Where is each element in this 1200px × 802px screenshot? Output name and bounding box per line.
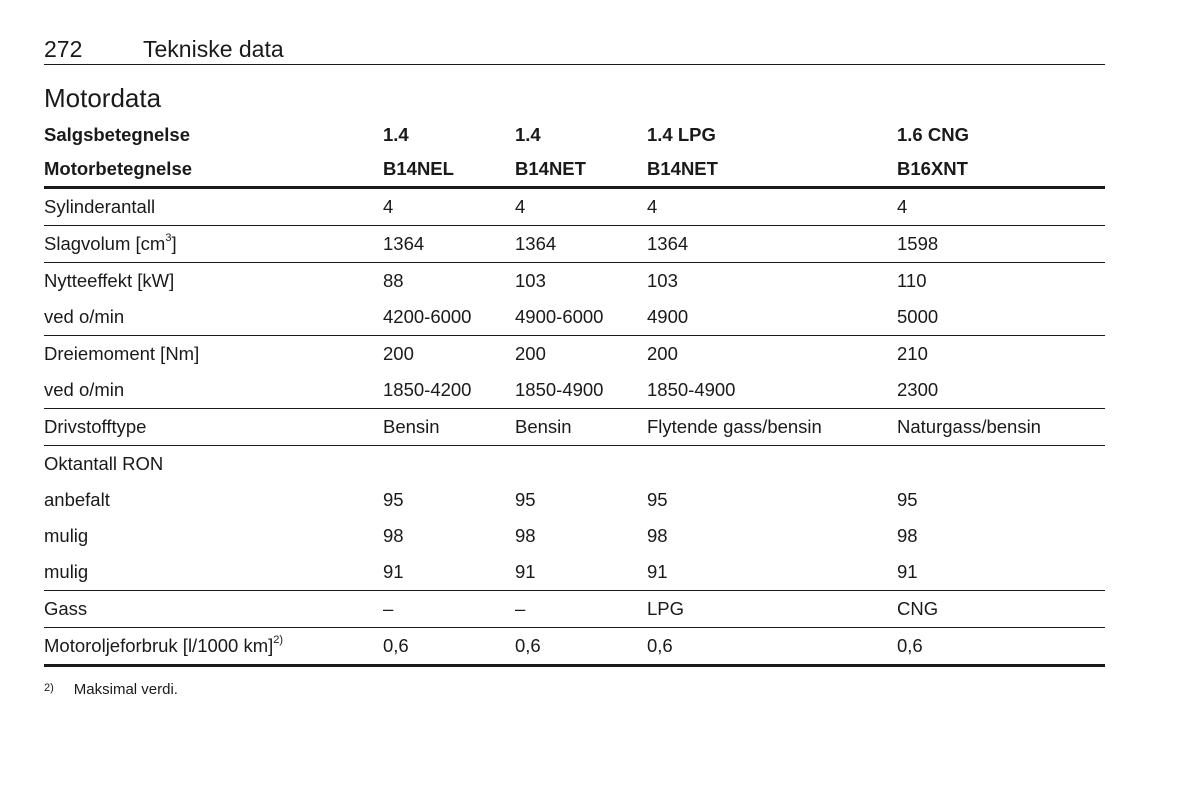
table-row [44,518,1105,554]
row-label: Nytteeffekt [kW] [44,270,175,291]
table-cell: 91 [897,554,1105,591]
table-cell: 0,6 [515,628,647,666]
row-label: Oktantall RON [44,453,164,474]
table-cell: 1850-4200 [383,372,515,409]
table-header-row [44,152,1105,188]
table-cell: 91 [383,554,515,591]
table-cell: 98 [897,525,918,546]
table-row [44,628,1105,666]
table-cell [647,446,897,483]
table-header-row [44,118,1105,152]
row-label: Drivstofftype [44,409,383,446]
row-label: Sylinderantall [44,188,383,226]
table-cell [383,446,515,483]
table-cell: 98 [515,525,536,546]
table-cell: 95 [383,489,404,510]
table-cell: 91 [647,554,897,591]
row-label [44,628,383,666]
table-cell: 210 [897,343,928,364]
table-cell: 4900 [647,299,897,336]
header-cell: Salgsbetegnelse [44,124,191,145]
table-cell: Flytende gass/bensin [647,409,897,446]
row-label: Dreiemoment [Nm] [44,343,200,364]
row-label: anbefalt [44,489,110,510]
page-number: 272 [44,36,83,62]
table-cell: 95 [515,489,536,510]
footnote [44,681,178,698]
footnote-text: Maksimal verdi. [73,681,178,698]
table-row [44,591,1105,628]
table-cell: 110 [897,270,927,291]
row-label-text: Slagvolum [cm [44,233,166,254]
table-cell: 1850-4900 [647,372,897,409]
table-cell [515,446,647,483]
table-cell: 200 [515,343,546,364]
table-cell: 2300 [897,372,1105,409]
table-cell: 1850-4900 [515,372,647,409]
table-cell: CNG [897,591,1105,628]
header-cell: B14NET [647,152,897,188]
row-label: ved o/min [44,299,383,336]
table-cell: 5000 [897,299,1105,336]
table-cell: 98 [383,525,404,546]
row-label: mulig [44,554,383,591]
table-cell: 1364 [515,226,647,263]
row-label: mulig [44,525,89,546]
table-row [44,226,1105,263]
header-cell: B14NET [515,152,647,188]
row-label [44,226,383,263]
table-row [44,188,1105,226]
table-cell: 98 [647,525,668,546]
table-cell: 4900-6000 [515,299,647,336]
table-cell: 95 [647,489,668,510]
header-cell: 1.4 [515,124,541,145]
table-cell: 88 [383,270,404,291]
table-cell: Bensin [383,409,515,446]
table-cell: 103 [647,270,678,291]
table-cell: 4200-6000 [383,299,515,336]
table-row [44,409,1105,446]
table-cell: 95 [897,489,918,510]
table-cell: 0,6 [383,628,515,666]
table-cell: 1364 [383,226,515,263]
header-cell: 1.6 CNG [897,124,969,145]
footnote-marker: 2) [44,682,54,694]
row-label-text: Motoroljeforbruk [l/1000 km] [44,635,274,656]
table-cell: 1364 [647,226,897,263]
header-cell: B14NEL [383,152,515,188]
row-label-suffix: ] [171,233,177,254]
table-cell: Bensin [515,409,647,446]
table-row [44,482,1105,518]
table-cell: 0,6 [897,628,1105,666]
table-cell [897,446,1105,483]
chapter-title: Tekniske data [143,36,284,62]
table-row [44,263,1105,300]
unit-superscript: 3 [165,231,172,244]
table-cell: 4 [647,188,897,226]
table-row [44,372,1105,409]
table-cell: 4 [383,188,515,226]
row-label: Gass [44,591,383,628]
header-cell: Motorbetegnelse [44,152,383,188]
table-cell: – [515,591,647,628]
table-cell: – [383,591,515,628]
page-header [44,34,1105,65]
section-title: Motordata [44,83,162,113]
table-cell: 91 [515,554,647,591]
row-label: ved o/min [44,372,383,409]
table-cell: 4 [515,188,647,226]
table-row [44,299,1105,336]
engine-data-table [44,118,1105,667]
table-cell: 200 [647,343,678,364]
header-cell: B16XNT [897,152,1105,188]
table-cell: Naturgass/bensin [897,409,1105,446]
table-row [44,336,1105,373]
table-cell: 200 [383,343,414,364]
table-row [44,554,1105,591]
table-row [44,446,1105,483]
table-cell: LPG [647,591,897,628]
header-cell: 1.4 LPG [647,124,716,145]
table-cell: 1598 [897,226,1105,263]
header-cell: 1.4 [383,124,409,145]
table-cell: 103 [515,270,546,291]
table-cell: 4 [897,188,1105,226]
table-cell: 0,6 [647,628,897,666]
footnote-reference: 2) [273,633,284,646]
